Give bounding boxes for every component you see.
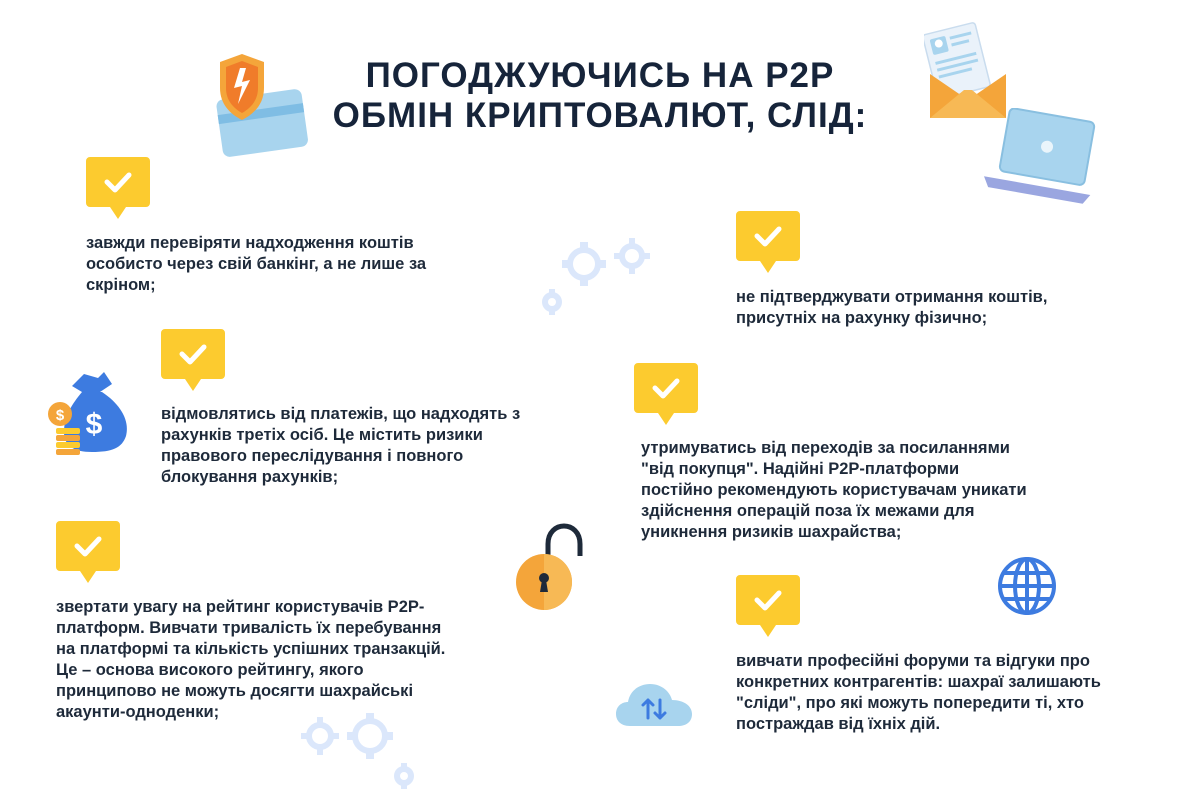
tip-line: блокування рахунків;: [161, 468, 339, 486]
svg-text:$: $: [55, 407, 65, 424]
tip-line: постійно рекомендують користувачам уникати: [641, 481, 1027, 499]
tip-text: [641, 438, 1027, 543]
tip-text: [736, 651, 1101, 735]
tip-line: вивчати професійні форуми та відгуки про: [736, 652, 1090, 670]
check-badge-icon: [736, 575, 800, 639]
tip-line: не підтверджувати отримання коштів,: [736, 288, 1048, 306]
cloud-sync-icon: [614, 680, 696, 730]
tip-line: скріном;: [86, 276, 156, 294]
tip-text: [86, 233, 426, 296]
gears-icon: [300, 704, 430, 792]
padlock-icon: [508, 522, 584, 614]
tip-line: постраждав від їхніх дій.: [736, 715, 941, 733]
tip-line: уникнення ризиків шахрайства;: [641, 523, 902, 541]
shield-card-icon: [210, 48, 310, 158]
tip-line: здійснення операцій поза їх межами для: [641, 502, 975, 520]
tip-line: "сліди", про які можуть попередити ті, хто: [736, 694, 1084, 712]
tip-line: рахунків третіх осіб. Це містить ризики: [161, 426, 483, 444]
title-line-1: ПОГОДЖУЮЧИСЬ НА P2P: [365, 56, 835, 95]
tip-line: принципово не можуть досягти шахрайські: [56, 682, 414, 700]
laptop-icon: [984, 108, 1100, 212]
check-badge-icon: [736, 211, 800, 275]
check-badge-icon: [634, 363, 698, 427]
tip-text: [736, 287, 1047, 329]
tip-line: "від покупця". Надійні P2P-платформи: [641, 460, 960, 478]
tip-line: правового переслідування і повного: [161, 447, 464, 465]
tip-line: відмовлятись від платежів, що надходять з: [161, 405, 521, 423]
tip-line: платформ. Вивчати тривалість їх перебування: [56, 619, 442, 637]
check-badge-icon: [161, 329, 225, 393]
tip-line: на платформі та кількість успішних транзакцій.: [56, 640, 446, 658]
check-badge-icon: [86, 157, 150, 221]
tip-line: завжди перевіряти надходження коштів: [86, 234, 414, 252]
tip-line: присутніх на рахунку фізично;: [736, 309, 988, 327]
money-bag-icon: [42, 370, 134, 460]
title-line-2: ОБМІН КРИПТОВАЛЮТ, СЛІД:: [332, 96, 868, 135]
globe-icon: [996, 555, 1058, 617]
tip-line: Це – основа високого рейтингу, якого: [56, 661, 364, 679]
tip-line: утримуватись від переходів за посиланнями: [641, 439, 1010, 457]
tip-line: акаунти-одноденки;: [56, 703, 220, 721]
tip-text: [161, 404, 520, 488]
gears-icon: [536, 234, 656, 318]
tip-line: конкретних контрагентів: шахраї залишають: [736, 673, 1101, 691]
check-badge-icon: [56, 521, 120, 585]
svg-text:$: $: [85, 408, 103, 441]
envelope-document-icon: [924, 22, 1014, 122]
tip-line: особисто через свій банкінг, а не лише за: [86, 255, 427, 273]
tip-line: звертати увагу на рейтинг користувачів P2P-: [56, 598, 425, 616]
